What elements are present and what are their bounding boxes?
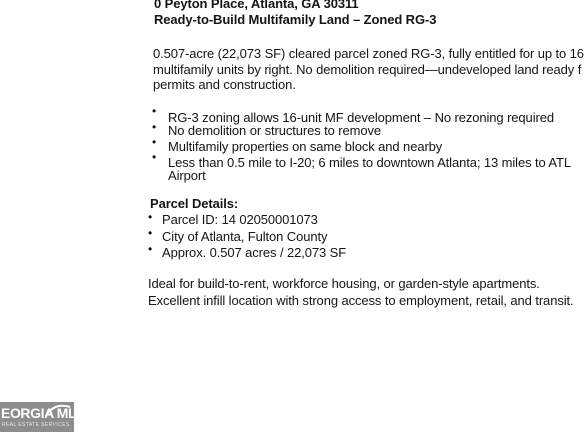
- bullet-icon: •: [152, 150, 157, 164]
- bullet-icon: •: [152, 104, 157, 118]
- headline: Ready-to-Build Multifamily Land – Zoned RG-3: [154, 12, 437, 27]
- bullet-icon: •: [148, 226, 153, 240]
- parcel-item-1: Parcel ID: 14 02050001073: [162, 212, 318, 227]
- bullet-icon: •: [152, 135, 157, 149]
- intro-line-2: multifamily units by right. No demolition required—undeveloped land ready f: [153, 62, 582, 77]
- bullet-icon: •: [148, 210, 153, 224]
- swoosh-icon: [44, 404, 72, 418]
- feature-item-4: Less than 0.5 mile to I-20; 6 miles to downtown Atlanta; 13 miles to ATL: [168, 155, 571, 170]
- address-line: 0 Peyton Place, Atlanta, GA 30311: [154, 0, 359, 11]
- parcel-details-heading: Parcel Details:: [150, 196, 239, 211]
- intro-line-3: permits and construction.: [153, 77, 296, 92]
- feature-item-2: No demolition or structures to remove: [168, 123, 382, 138]
- feature-item-3: Multifamily properties on same block and nearby: [168, 139, 443, 154]
- feature-item-4-cont: Airport: [168, 168, 206, 183]
- georgia-mls-watermark: [0, 402, 86, 432]
- watermark-name: EORGIA MLS: [1, 405, 86, 421]
- intro-line-1: 0.507-acre (22,073 SF) cleared parcel zoned RG-3, fully entitled for up to 16: [153, 46, 584, 61]
- watermark-subtitle: REAL ESTATE SERVICES: [2, 422, 70, 428]
- bullet-icon: •: [152, 120, 157, 134]
- closing-line-2: Excellent infill location with strong access to employment, retail, and transit.: [148, 293, 574, 308]
- parcel-item-2: City of Atlanta, Fulton County: [162, 229, 328, 244]
- closing-line-1: Ideal for build-to-rent, workforce housing, or garden-style apartments.: [148, 276, 540, 291]
- feature-item-1: RG-3 zoning allows 16-unit MF development – No rezoning required: [168, 110, 554, 125]
- parcel-item-3: Approx. 0.507 acres / 22,073 SF: [162, 245, 347, 260]
- bullet-icon: •: [148, 242, 153, 256]
